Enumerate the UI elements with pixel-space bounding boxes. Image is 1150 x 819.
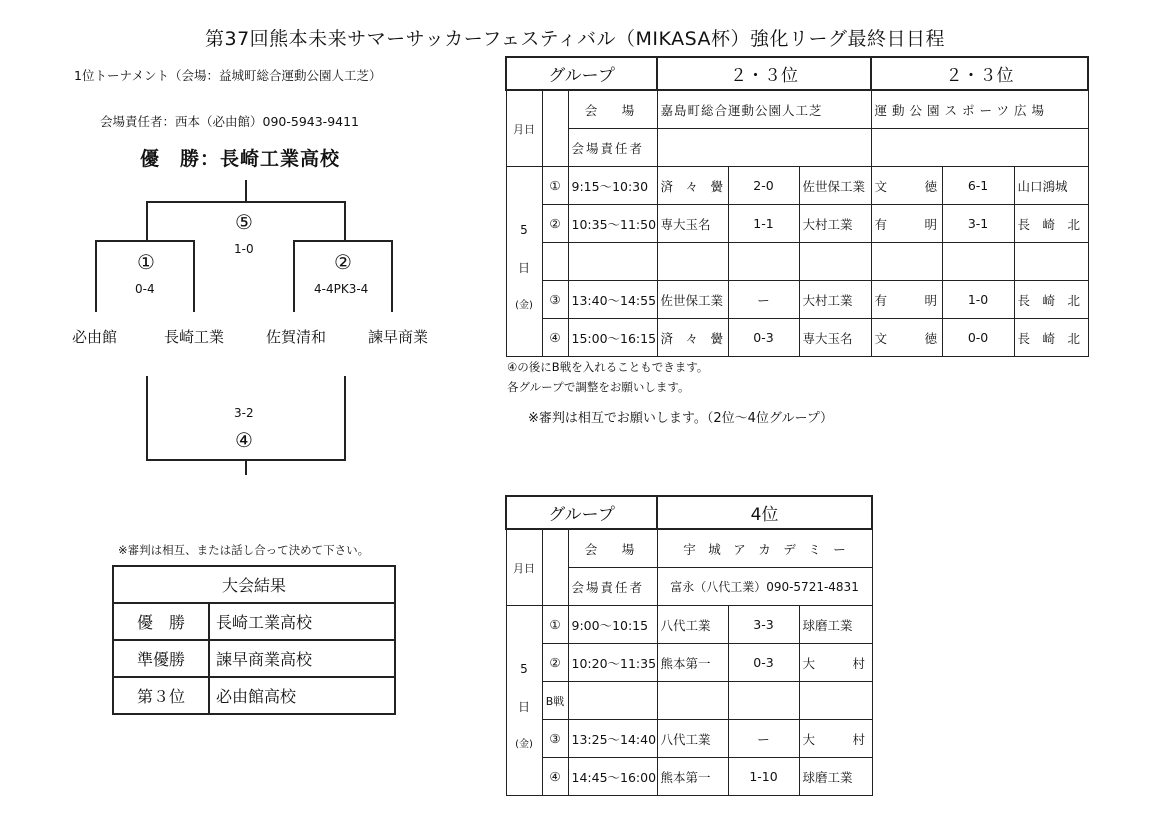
venue-2: 運動公園スポーツ広場 (871, 90, 1088, 129)
venue-manager: 富永（八代工業）090-5721-4831 (657, 568, 872, 606)
group-col-2: ２・３位 (871, 57, 1088, 90)
schedule-table-4 (505, 495, 873, 796)
results-table (112, 565, 396, 715)
match-row: 5 日 (金) ① 9:00〜10:15 八代工業 3-3 球磨工業 (506, 606, 872, 644)
match-row: ③ 13:25〜14:40 八代工業 ー 大 村 (506, 720, 872, 758)
bracket-third-left (146, 376, 148, 460)
day-column: 5 日 (金) (506, 606, 542, 796)
bracket-line (193, 240, 195, 312)
date-label: 月日 (506, 90, 542, 167)
team-name: 佐賀清和 (266, 328, 327, 346)
match-row (506, 243, 1088, 281)
bracket-final-right (344, 201, 346, 241)
match-row: ④ 14:45〜16:00 熊本第一 1-10 球磨工業 (506, 758, 872, 796)
date-label: 月日 (506, 529, 542, 606)
results-rank: 準優勝 (113, 640, 209, 677)
results-team: 諫早商業高校 (209, 640, 395, 677)
team-name: 諫早商業 (368, 328, 429, 346)
score-semi2: 4-4PK3-4 (314, 282, 369, 296)
note-referee-groups: ※審判は相互でお願いします。（2位〜4位グループ） (528, 411, 833, 426)
bracket-final-left (146, 201, 148, 241)
bracket-line (293, 240, 295, 312)
score-semi1: 0-4 (135, 282, 155, 296)
venue-1: 嘉島町総合運動公園人工芝 (657, 90, 871, 129)
bracket-top-stem (245, 180, 247, 202)
results-rank: 優 勝 (113, 603, 209, 640)
results-row (113, 677, 395, 714)
bracket-line (391, 240, 393, 312)
group-col-1: ２・３位 (657, 57, 871, 90)
note-adjust: 各グループで調整をお願いします。 (507, 380, 690, 394)
venue-manager: 会場責任者：西本（必由館）090-5943-9411 (100, 114, 360, 129)
schedule-table-2-3 (505, 56, 1089, 357)
match-row (506, 682, 872, 720)
b-match-label: B戦 (542, 682, 568, 720)
referee-note-tournament: ※審判は相互、または話し合って決めて下さい。 (118, 543, 370, 557)
bracket-semi2-bar (293, 240, 393, 242)
match-row: ② 10:35〜11:50 専大玉名 1-1 大村工業 有 明 3-1 長 崎 北 (506, 205, 1088, 243)
venue-label: 会 場 (568, 90, 657, 129)
page-title: 第37回熊本未来サマーサッカーフェスティバル（MIKASA杯）強化リーグ最終日日程 (204, 28, 946, 50)
tournament-heading: 1位トーナメント（会場：益城町総合運動公園人工芝） (74, 68, 382, 83)
match-row: 5 日 (金) ① 9:15〜10:30 済 々 黌 2-0 佐世保工業 文 徳 6-1 山口鴻城 (506, 167, 1088, 205)
venue: 宇 城 ア カ デ ミ ー (657, 529, 872, 568)
group-label: グループ (506, 57, 657, 90)
results-team: 長崎工業高校 (209, 603, 395, 640)
match-row: ② 10:20〜11:35 熊本第一 0-3 大 村 (506, 644, 872, 682)
results-row (113, 603, 395, 640)
bracket-third-stem (245, 459, 247, 475)
results-rank: 第３位 (113, 677, 209, 714)
results-row (113, 640, 395, 677)
champion-label: 優 勝：長崎工業高校 (140, 148, 341, 170)
venue-label: 会 場 (568, 529, 657, 568)
bracket-semi1-bar (95, 240, 195, 242)
results-team: 必由館高校 (209, 677, 395, 714)
group-col-1: 4位 (657, 496, 872, 529)
team-name: 必由館 (72, 328, 118, 346)
bracket-line (95, 240, 97, 312)
match-row: ④ 15:00〜16:15 済 々 黌 0-3 専大玉名 文 徳 0-0 長 崎 北 (506, 319, 1088, 357)
manager-label: 会場責任者 (568, 129, 657, 167)
day-column: 5 日 (金) (506, 167, 542, 357)
bracket-final-bar (146, 201, 346, 203)
results-header: 大会結果 (113, 566, 395, 603)
bracket-third-right (344, 376, 346, 460)
score-final: 1-0 (234, 242, 254, 256)
match-number-semi2: ② (334, 250, 352, 274)
match-row: ③ 13:40〜14:55 佐世保工業 ー 大村工業 有 明 1-0 長 崎 北 (506, 281, 1088, 319)
team-name: 長崎工業 (164, 328, 225, 346)
match-number-semi1: ① (137, 250, 155, 274)
group-label: グループ (506, 496, 657, 529)
manager-label: 会場責任者 (568, 568, 657, 606)
match-number-third: ④ (235, 428, 253, 452)
score-third: 3-2 (234, 406, 254, 420)
note-b-match: ④の後にB戦を入れることもできます。 (507, 360, 709, 374)
match-number-final: ⑤ (235, 210, 253, 234)
